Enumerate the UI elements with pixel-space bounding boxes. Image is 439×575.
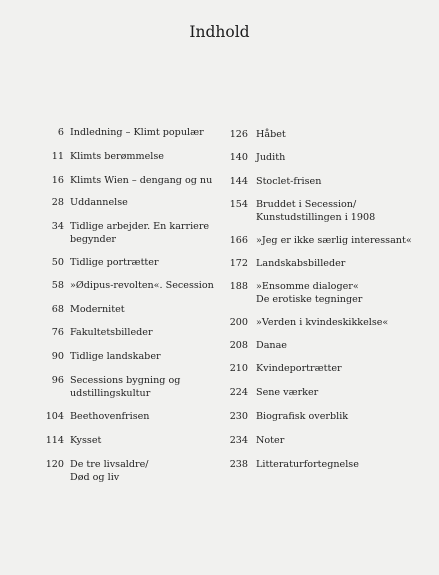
toc-page-number: 172	[229, 258, 248, 269]
toc-entry-title: Tidlige portrætter	[70, 257, 159, 268]
toc-entry-title: »Verden i kvindeskikkelse«	[256, 317, 389, 328]
toc-page-number: 114	[45, 435, 64, 446]
toc-page-number: 76	[51, 327, 64, 338]
toc-entry-title: Landskabsbilleder	[256, 258, 346, 269]
toc-page-number: 28	[51, 197, 64, 208]
toc-entry-title: Litteraturfortegnelse	[256, 459, 359, 470]
toc-page-number: 126	[229, 129, 248, 140]
toc-entry-title: Kysset	[70, 435, 102, 446]
toc-entry-title: Biografisk overblik	[256, 411, 349, 422]
toc-entry-title: Beethovenfrisen	[70, 411, 150, 422]
toc-page-number: 34	[51, 221, 64, 232]
toc-entry-title: Modernitet	[70, 304, 125, 315]
toc-entry-title: »Ødipus-revolten«. Secession	[70, 280, 214, 291]
toc-page-number: 120	[45, 459, 64, 470]
toc-entry-title: Danae	[256, 340, 287, 351]
toc-page-number: 234	[229, 435, 248, 446]
toc-entry-title: De tre livsaldre/ Død og liv	[70, 459, 149, 483]
toc-page-number: 96	[51, 375, 64, 386]
toc-entry-title: Fakultetsbilleder	[70, 327, 153, 338]
toc-page-number: 90	[51, 351, 64, 362]
toc-page-number: 11	[51, 151, 64, 162]
toc-page-number: 230	[229, 411, 248, 422]
toc-page-number: 104	[45, 411, 64, 422]
toc-entry-title: Judith	[256, 152, 286, 163]
toc-entry-title: Kvindeportrætter	[256, 363, 342, 374]
toc-page-number: 210	[229, 363, 248, 374]
toc-entry-title: »Ensomme dialoger« De erotiske tegninger	[256, 281, 363, 305]
toc-entry-title: Stoclet-frisen	[256, 176, 322, 187]
toc-page-number: 188	[229, 281, 248, 292]
toc-page-number: 50	[51, 257, 64, 268]
toc-entry-title: Tidlige arbejder. En karriere begynder	[70, 221, 210, 245]
toc-entry-title: Secessions bygning og udstillingskultur	[70, 375, 181, 399]
toc-page-number: 58	[51, 280, 64, 291]
toc-page-number: 166	[229, 235, 248, 246]
toc-entry-title: Klimts Wien – dengang og nu	[70, 175, 213, 186]
toc-page-number: 68	[51, 304, 64, 315]
toc-entry-title: Bruddet i Secession/ Kunstudstillingen i 1908	[256, 199, 376, 223]
toc-page-number: 6	[57, 127, 64, 138]
toc-page-number: 224	[229, 387, 248, 398]
toc-page-number: 200	[229, 317, 248, 328]
toc-page-number: 16	[51, 175, 64, 186]
toc-entry-title: Håbet	[256, 129, 286, 140]
toc-entry-title: Tidlige landskaber	[70, 351, 161, 362]
toc-entry-title: Uddannelse	[70, 197, 128, 208]
toc-page-number: 144	[229, 176, 248, 187]
toc-page-number: 154	[229, 199, 248, 210]
toc-entry-title: »Jeg er ikke særlig interessant«	[256, 235, 412, 246]
toc-page-number: 238	[229, 459, 248, 470]
toc-page-number: 140	[229, 152, 248, 163]
page-title: Indhold	[189, 23, 250, 41]
toc-entry-title: Noter	[256, 435, 285, 446]
toc-entry-title: Indledning – Klimt populær	[70, 127, 204, 138]
toc-entry-title: Klimts berømmelse	[70, 151, 164, 162]
toc-page-number: 208	[229, 340, 248, 351]
toc-entry-title: Sene værker	[256, 387, 319, 398]
